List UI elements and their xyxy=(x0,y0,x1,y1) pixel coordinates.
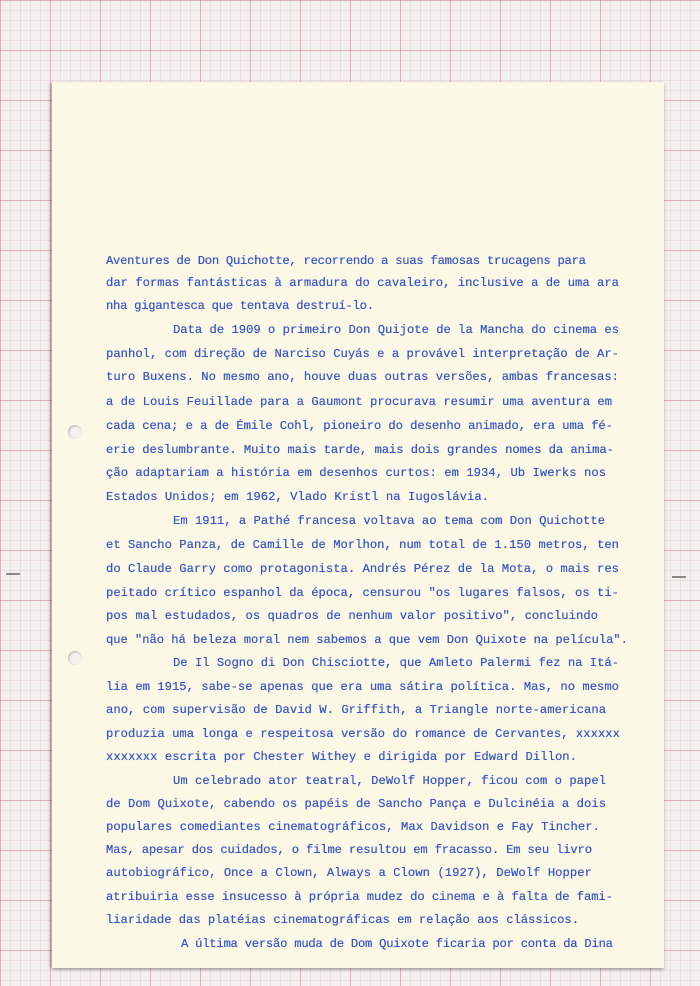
text-line: erie deslumbrante. Muito mais tarde, mais dois grandes nomes da anima- xyxy=(106,443,614,457)
text-line: que "não há beleza moral nem sabemos a que vem Don Quixote na película". xyxy=(106,633,628,647)
text-line: De Il Sogno di Don Chisciotte, que Amleto Palermi fez na Itá- xyxy=(173,656,620,670)
text-line: Estados Unidos; em 1962, Vlado Kristl na Iugoslávia. xyxy=(106,490,490,504)
text-line: Data de 1909 o primeiro Don Quijote de la Mancha do cinema es xyxy=(173,323,620,337)
text-line: autobiográfico, Once a Clown, Always a Clown (1927), DeWolf Hopper xyxy=(106,866,593,880)
text-line: Em 1911, a Pathé francesa voltava ao tema com Don Quichotte xyxy=(173,514,605,528)
text-line: liaridade das platéias cinematográficas em relação aos clássicos. xyxy=(106,913,579,927)
text-line: ano, com supervisão de David W. Griffith, a Triangle norte-americana xyxy=(106,703,607,717)
text-line: lia em 1915, sabe-se apenas que era uma sátira política. Mas, no mesmo xyxy=(106,680,620,694)
text-line: turo Buxens. No mesmo ano, houve duas outras versões, ambas francesas: xyxy=(106,370,620,384)
text-line: do Claude Garry como protagonista. Andrés Pérez de la Mota, o mais res xyxy=(106,562,620,576)
text-line: nha gigantesca que tentava destruí-lo. xyxy=(106,299,374,313)
text-line: a de Louis Feuillade para a Gaumont procurava resumir uma aventura em xyxy=(106,395,613,409)
text-line: cada cena; e a de Émile Cohl, pioneiro do desenho animado, era uma fé- xyxy=(106,419,613,433)
text-line: et Sancho Panza, de Camille de Morlhon, num total de 1.150 metros, ten xyxy=(106,538,620,552)
text-line: Aventures de Don Quichotte, recorrendo a suas famosas trucagens para xyxy=(106,254,586,268)
text-line: populares comediantes cinematográficos, Max Davidson e Fay Tincher. xyxy=(106,820,601,834)
text-line: Um celebrado ator teatral, DeWolf Hopper, ficou com o papel xyxy=(173,774,607,788)
text-line: produzia uma longa e respeitosa versão do romance de Cervantes, xxxxxx xyxy=(106,727,620,741)
text-line: pos mal estudados, os quadros de nenhum valor positivo", concluindo xyxy=(106,609,599,623)
text-line: panhol, com direção de Narciso Cuyás e a provável interpretação de Ar- xyxy=(106,347,620,361)
text-line: atribuiria esse insucesso à própria mudez do cinema e à falta de fami- xyxy=(106,890,613,904)
text-line: dar formas fantásticas à armadura do cavaleiro, inclusive a de uma ara xyxy=(106,276,620,290)
text-line: de Dom Quixote, cabendo os papéis de Sancho Pança e Dulcinéia a dois xyxy=(106,797,607,811)
text-line: ção adaptariam a história em desenhos curtos: em 1934, Ub Iwerks nos xyxy=(106,466,607,480)
text-line: peitado crítico espanhol da época, censurou "os lugares falsos, os ti- xyxy=(106,586,620,600)
text-line: Mas, apesar dos cuidados, o filme resultou em fracasso. Em seu livro xyxy=(106,843,592,857)
text-line: xxxxxxx escrita por Chester Withey e dirigida por Edward Dillon. xyxy=(106,750,578,764)
text-line: A última versão muda de Dom Quixote ficaria por conta da Dina xyxy=(181,937,613,951)
